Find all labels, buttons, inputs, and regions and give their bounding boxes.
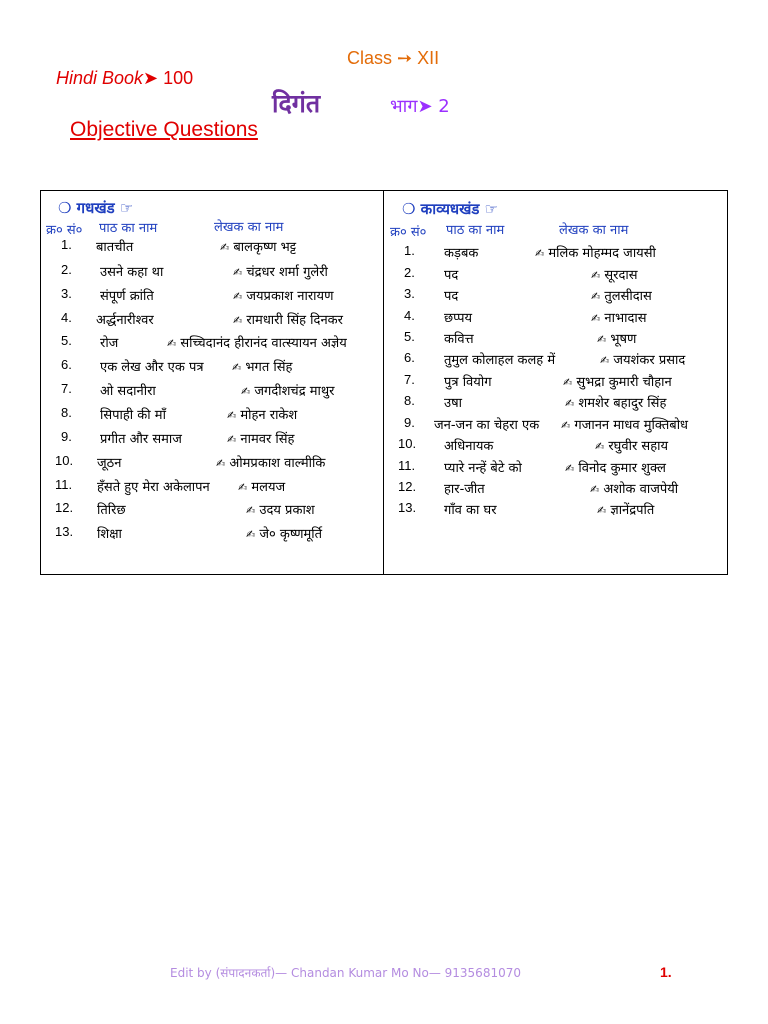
lesson-name: कवित्त bbox=[444, 332, 474, 347]
row-number: 13. bbox=[398, 500, 417, 515]
pen-icon: ✍ bbox=[591, 290, 601, 303]
author-name: भगत सिंह bbox=[245, 360, 293, 375]
lesson-name: उसने कहा था bbox=[100, 265, 164, 280]
author-name: जे० कृष्णमूर्ति bbox=[259, 527, 323, 542]
row-number: 7. bbox=[404, 372, 415, 387]
pen-icon: ✍ bbox=[595, 440, 605, 453]
row-number: 9. bbox=[404, 415, 415, 430]
pen-icon: ✍ bbox=[600, 354, 610, 367]
page-number: 1. bbox=[660, 964, 672, 980]
lesson-name: प्रगीत और समाज bbox=[100, 432, 182, 447]
pen-icon: ✍ bbox=[233, 314, 243, 327]
lesson-name: सिपाही की माँ bbox=[100, 408, 166, 423]
row-number: 12. bbox=[55, 500, 74, 515]
author-name: मोहन राकेश bbox=[240, 408, 298, 423]
pen-icon: ✍ bbox=[590, 483, 600, 496]
table-divider bbox=[383, 190, 384, 575]
author-entry bbox=[233, 310, 343, 328]
pen-icon: ✍ bbox=[597, 504, 607, 517]
row-number: 10. bbox=[398, 436, 417, 451]
author-name: सुभद्रा कुमारी चौहान bbox=[576, 375, 672, 390]
pen-icon: ✍ bbox=[241, 385, 251, 398]
row-number: 5. bbox=[404, 329, 415, 344]
pen-icon: ✍ bbox=[238, 481, 248, 494]
author-name: जयप्रकाश नारायण bbox=[246, 289, 334, 304]
author-entry bbox=[561, 415, 688, 433]
row-number: 7. bbox=[61, 381, 72, 396]
author-name: नामवर सिंह bbox=[240, 432, 295, 447]
row-number: 1. bbox=[404, 243, 415, 258]
row-number: 3. bbox=[404, 286, 415, 301]
author-entry bbox=[591, 265, 638, 283]
lesson-name: संपूर्ण क्रांति bbox=[100, 289, 154, 304]
row-number: 9. bbox=[61, 429, 72, 444]
lesson-name: कड़बक bbox=[444, 246, 479, 261]
author-name: मलयज bbox=[251, 480, 286, 495]
author-name: विनोद कुमार शुक्ल bbox=[578, 461, 666, 476]
row-number: 2. bbox=[61, 262, 72, 277]
pen-icon: ✍ bbox=[535, 247, 545, 260]
author-name: सूरदास bbox=[604, 268, 638, 283]
pen-icon: ✍ bbox=[246, 504, 256, 517]
author-name: जयशंकर प्रसाद bbox=[613, 353, 686, 368]
author-name: चंद्रधर शर्मा गुलेरी bbox=[246, 265, 328, 280]
row-number: 4. bbox=[61, 310, 72, 325]
pen-icon: ✍ bbox=[563, 376, 573, 389]
lesson-name: तिरिछ bbox=[97, 503, 126, 518]
author-name: रघुवीर सहाय bbox=[608, 439, 669, 454]
row-number: 1. bbox=[61, 237, 72, 252]
pen-icon: ✍ bbox=[597, 333, 607, 346]
pen-icon: ✍ bbox=[220, 241, 230, 254]
author-name: सच्चिदानंद हीरानंद वात्स्यायन अज्ञेय bbox=[180, 336, 347, 351]
row-number: 11. bbox=[398, 458, 416, 473]
author-entry bbox=[233, 286, 333, 304]
row-number: 6. bbox=[61, 357, 72, 372]
author-entry bbox=[590, 479, 678, 497]
lesson-name: पुत्र वियोग bbox=[444, 375, 492, 390]
author-name: अशोक वाजपेयी bbox=[603, 482, 679, 497]
row-number: 2. bbox=[404, 265, 415, 280]
lesson-name: शिक्षा bbox=[97, 527, 122, 542]
author-entry bbox=[227, 405, 297, 423]
poetry-col-sn: क्र० सं० bbox=[390, 225, 427, 240]
row-number: 6. bbox=[404, 350, 415, 365]
pen-icon: ✍ bbox=[227, 433, 237, 446]
book-title: दिगंत bbox=[272, 89, 321, 118]
author-name: बालकृष्ण भट्ट bbox=[233, 240, 297, 255]
author-name: गजानन माधव मुक्तिबोध bbox=[574, 418, 689, 433]
lesson-name: ओ सदानीरा bbox=[100, 384, 156, 399]
poetry-col-lesson: पाठ का नाम bbox=[446, 223, 505, 238]
row-number: 11. bbox=[55, 477, 73, 492]
row-number: 8. bbox=[61, 405, 72, 420]
prose-col-lesson: पाठ का नाम bbox=[99, 221, 158, 236]
author-entry bbox=[238, 477, 285, 495]
pen-icon: ✍ bbox=[233, 290, 243, 303]
pen-icon: ✍ bbox=[591, 269, 601, 282]
row-number: 8. bbox=[404, 393, 415, 408]
pen-icon: ✍ bbox=[227, 409, 237, 422]
pen-icon: ✍ bbox=[232, 361, 242, 374]
author-name: उदय प्रकाश bbox=[259, 503, 315, 518]
footer-credit: Edit by (संपादनकर्ता)— Chandan Kumar Mo No— 9135681070 bbox=[170, 966, 521, 980]
prose-col-sn: क्र० सं० bbox=[46, 223, 83, 238]
row-number: 12. bbox=[398, 479, 417, 494]
author-entry bbox=[246, 500, 315, 518]
author-name: नाभादास bbox=[604, 311, 647, 326]
book-label bbox=[56, 68, 193, 89]
lesson-name: एक लेख और एक पत्र bbox=[100, 360, 204, 375]
author-entry bbox=[591, 286, 652, 304]
lesson-name: प्यारे नन्हें बेटे को bbox=[444, 461, 522, 476]
author-entry bbox=[600, 350, 685, 368]
author-name: भूषण bbox=[610, 332, 637, 347]
author-entry bbox=[232, 357, 292, 375]
author-entry bbox=[535, 243, 656, 261]
row-number: 13. bbox=[55, 524, 74, 539]
poetry-section-heading: ❍ काव्यधखंड ☞ bbox=[402, 200, 499, 218]
author-entry bbox=[565, 458, 666, 476]
lesson-name: हँसते हुए मेरा अकेलापन bbox=[97, 480, 210, 495]
prose-col-author: लेखक का नाम bbox=[214, 220, 284, 235]
lesson-name: रोज bbox=[100, 336, 119, 351]
lesson-name: पद bbox=[444, 289, 459, 304]
lesson-name: बातचीत bbox=[96, 240, 134, 255]
pen-icon: ✍ bbox=[246, 528, 256, 541]
author-entry bbox=[595, 436, 668, 454]
pen-icon: ✍ bbox=[561, 419, 571, 432]
author-entry bbox=[563, 372, 672, 390]
author-name: शमशेर बहादुर सिंह bbox=[578, 396, 667, 411]
lesson-name: जूठन bbox=[97, 456, 122, 471]
author-name: जगदीशचंद्र माथुर bbox=[254, 384, 335, 399]
pen-icon: ✍ bbox=[167, 337, 177, 350]
pen-icon: ✍ bbox=[565, 397, 575, 410]
pen-icon: ✍ bbox=[216, 457, 226, 470]
row-number: 4. bbox=[404, 308, 415, 323]
lesson-name: उषा bbox=[444, 396, 463, 411]
author-entry bbox=[220, 237, 296, 255]
lesson-name: अर्द्धनारीश्वर bbox=[96, 313, 154, 328]
lesson-name: जन-जन का चेहरा एक bbox=[434, 418, 540, 433]
row-number: 5. bbox=[61, 333, 72, 348]
prose-section-heading: ❍ गधखंड ☞ bbox=[58, 199, 134, 217]
author-entry bbox=[591, 308, 647, 326]
author-name: मलिक मोहम्मद जायसी bbox=[548, 246, 656, 261]
author-entry bbox=[227, 429, 294, 447]
lesson-name: अधिनायक bbox=[444, 439, 494, 454]
book-number: ➤ 100 bbox=[143, 68, 194, 88]
page-title: Objective Questions bbox=[70, 118, 258, 141]
row-number: 3. bbox=[61, 286, 72, 301]
author-name: ज्ञानेंद्रपति bbox=[610, 503, 655, 518]
lesson-name: छप्पय bbox=[444, 311, 473, 326]
author-entry bbox=[241, 381, 335, 399]
lesson-name: पद bbox=[444, 268, 459, 283]
row-number: 10. bbox=[55, 453, 74, 468]
lesson-name: तुमुल कोलाहल कलह में bbox=[444, 353, 556, 368]
author-entry bbox=[565, 393, 666, 411]
part-label: भाग➤ 2 bbox=[390, 96, 450, 117]
author-name: तुलसीदास bbox=[604, 289, 652, 304]
author-name: ओमप्रकाश वाल्मीकि bbox=[229, 456, 326, 471]
author-entry bbox=[246, 524, 322, 542]
author-entry bbox=[597, 500, 654, 518]
author-entry bbox=[167, 333, 347, 351]
pen-icon: ✍ bbox=[565, 462, 575, 475]
lesson-name: हार-जीत bbox=[444, 482, 485, 497]
author-name: रामधारी सिंह दिनकर bbox=[246, 313, 343, 328]
pen-icon: ✍ bbox=[233, 266, 243, 279]
class-label: Class ➙ XII bbox=[347, 48, 440, 68]
book-label-text: Hindi Book bbox=[56, 68, 144, 88]
pen-icon: ✍ bbox=[591, 312, 601, 325]
author-entry bbox=[216, 453, 325, 471]
author-entry bbox=[233, 262, 328, 280]
lesson-name: गाँव का घर bbox=[444, 503, 497, 518]
poetry-col-author: लेखक का नाम bbox=[559, 223, 629, 238]
author-entry bbox=[597, 329, 636, 347]
